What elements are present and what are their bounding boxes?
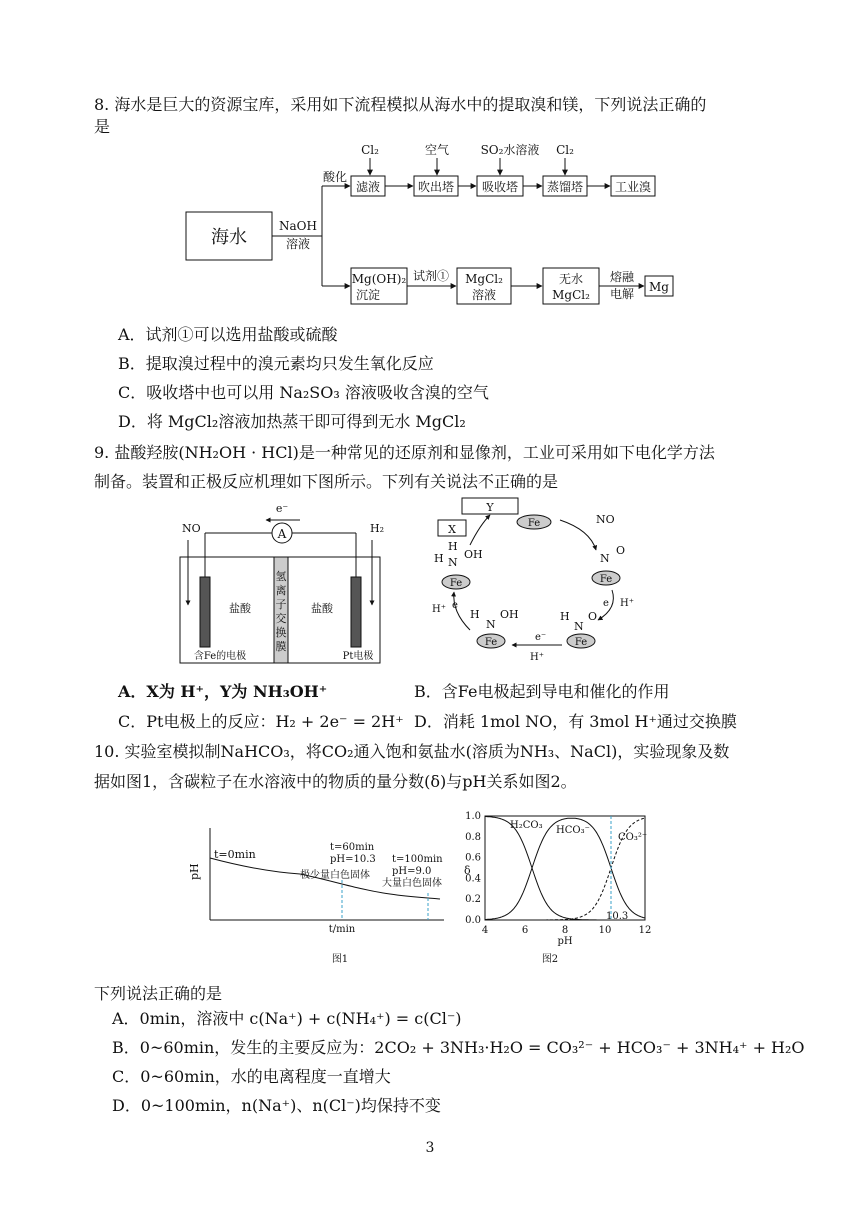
electron-label: e⁻ [275,502,289,515]
cycle-n-right: N [600,552,610,565]
hcl-left-label: 盐酸 [229,602,251,615]
fe-node-bottom-right: Fe [574,637,588,648]
q9-stem-line1: 9. 盐酸羟胺(NH₂OH · HCl)是一种常见的还原剂和显像剂，工业可采用如下电化学方法 [94,443,715,462]
cycle-o-right: O [616,544,626,557]
q9-stem-line2: 制备。装置和正极反应机理如下图所示。下列有关说法不正确的是 [94,472,559,491]
fig1-t60-label: t=60min [330,842,375,853]
filtrate-box: 滤液 [355,180,381,194]
q8-option-a: A．试剂①可以选用盐酸或硫酸 [118,325,338,344]
air-label: 空气 [424,143,450,157]
fig1-lots-solid-label: 大量白色固体 [382,878,442,889]
svg-text:交: 交 [275,612,287,625]
mgoh2-box: Mg(OH)₂ [351,272,407,286]
q9-option-c: C．Pt电极上的反应：H₂ + 2e⁻ = 2H⁺ [118,712,404,731]
cycle-hplus-right: H⁺ [620,598,634,609]
q9-option-a: A．X为 H⁺，Y为 NH₃OH⁺ [118,682,328,701]
cycle-x-label: X [448,523,456,536]
cycle-y-label: Y [486,501,494,514]
svg-text:离: 离 [275,584,287,597]
q8-option-c: C．吸收塔中也可以用 Na₂SO₃ 溶液吸收含溴的空气 [118,383,489,402]
fe-node-bottom-left: Fe [484,637,498,648]
cycle-hplus-left: H⁺ [432,604,446,615]
fig2-xtick-label: 6 [521,925,529,936]
cycle-hplus-bottom: H⁺ [530,652,544,663]
cycle-h-left-top: H [448,540,458,553]
q10-stem-line2: 据如图1，含碳粒子在水溶液中的物质的量分数(δ)与pH关系如图2。 [94,772,577,791]
cycle-no-label: NO [596,513,615,526]
q8-option-d: D．将 MgCl₂溶液加热蒸干即可得到无水 MgCl₂ [118,412,466,431]
fig1-ph90-label: pH=9.0 [392,866,432,877]
absorb-tower-box: 吸收塔 [481,180,519,194]
q10-option-b: B．0~60min，发生的主要反应为：2CO₂ + 3NH₃·H₂O = CO₃²⁻ + HCO₃⁻ + 3NH₄⁺ + H₂O [112,1038,805,1057]
fig2-ytick-label: 0.8 [465,831,481,843]
svg-text:子: 子 [275,598,287,611]
mg-box: Mg [649,280,669,294]
naoh-label: NaOH [279,219,317,233]
hcl-right-label: 盐酸 [311,602,333,615]
q9-option-b: B．含Fe电极起到导电和催化的作用 [414,682,670,701]
pt-electrode-label: Pt电极 [342,651,374,662]
svg-text:换: 换 [275,626,287,639]
fig1-t0-label: t=0min [214,848,256,861]
molten-label: 熔融 [609,270,635,284]
cycle-e-left: e [452,600,458,611]
anhydrous-mgcl2-box: 无水 [558,272,584,286]
co3-label: CO₃²⁻ [618,832,648,843]
fe-node-top: Fe [527,518,541,529]
seawater-label: 海水 [211,227,247,248]
svg-text:氢: 氢 [275,570,287,583]
q10-option-a: A．0min，溶液中 c(Na⁺) + c(NH₄⁺) = c(Cl⁻) [112,1009,462,1028]
cycle-h-left: H [434,552,444,565]
q10-option-d: D．0~100min，n(Na⁺)、n(Cl⁻)均保持不变 [112,1096,441,1115]
distill-tower-box: 蒸馏塔 [546,180,584,194]
hco3-label: HCO₃⁻ [556,825,590,836]
fig2-ylabel: δ [464,864,471,877]
naoh-solution-label: 溶液 [285,237,311,251]
mgcl2-solution-label: 溶液 [471,288,497,302]
cycle-n-left: N [448,556,458,569]
fig2-ytick-label: 1.0 [465,811,481,822]
h2-gas-label: H₂ [370,522,385,535]
svg-text:膜: 膜 [275,640,287,653]
q10-option-c: C．0~60min，水的电离程度一直增大 [112,1067,391,1086]
fe-node-right: Fe [599,574,613,585]
cl2-label-a: Cl₂ [361,143,379,157]
q8-stem-line1: 8. 海水是巨大的资源宝库，采用如下流程模拟从海水中的提取溴和镁，下列说法正确的 [94,95,707,114]
fig1-ylabel: pH [188,863,201,880]
q8-stem-line2: 是 [94,117,111,136]
fig2-ytick-label: 0.0 [465,915,481,926]
industrial-br-box: 工业溴 [614,180,652,194]
fig2-xtick-label: 8 [561,925,569,936]
cycle-h-bl: H [470,608,480,621]
fig1-xlabel: t/min [328,924,356,935]
fig1-t100-label: t=100min [392,854,443,865]
electrolysis-label: 电解 [609,287,635,301]
cycle-eminus-bottom: e⁻ [535,632,547,643]
fig2-xtick-label: 12 [638,925,652,936]
precipitate-label: 沉淀 [355,288,381,302]
fig2-xtick-label: 10 [598,925,612,936]
page-number: 3 [425,1140,435,1156]
cycle-n-bl: N [486,618,496,631]
fig1-ph103-label: pH=10.3 [330,854,376,865]
h2co3-label: H₂CO₃ [510,820,543,831]
q10-stem-line1: 10. 实验室模拟制NaHCO₃，将CO₂通入饱和氨盐水(溶质为NH₃、NaCl)，实验现象及数 [94,742,730,761]
blow-tower-box: 吹出塔 [417,180,455,194]
fig2-xtick-label: 4 [481,925,489,936]
cycle-oh-bl: OH [500,608,519,621]
fig2-ytick-label: 0.4 [465,873,481,885]
cycle-o-br: O [588,610,598,623]
so2-label: SO₂水溶液 [480,143,540,157]
fig2-ytick-label: 0.6 [465,852,481,864]
fig2-xlabel: pH [557,936,573,947]
q9-option-d: D．消耗 1mol NO，有 3mol H⁺通过交换膜 [414,712,737,731]
q8-option-b: B．提取溴过程中的溴元素均只发生氧化反应 [118,354,434,373]
cycle-oh-left: OH [464,548,483,561]
ph-mark-label: 10.3 [606,911,629,922]
fig2-ytick-label: 0.2 [465,894,481,906]
fig1-caption: 图1 [331,954,349,965]
ammeter-label: A [277,527,287,541]
anhydrous-mgcl2-label: MgCl₂ [552,288,590,302]
fig1-little-solid-label: 极少量白色固体 [300,870,370,881]
fe-node-left: Fe [449,578,463,589]
cycle-n-br: N [574,620,584,633]
no-gas-label: NO [182,522,201,535]
q10-lead: 下列说法正确的是 [94,984,223,1003]
mgcl2-box: MgCl₂ [465,272,503,286]
reagent1-label: 试剂① [412,269,450,283]
cycle-h-br: H [560,610,570,623]
acidify-label: 酸化 [323,170,348,184]
cycle-e-right: e [603,598,609,609]
fe-electrode-label: 含Fe的电极 [193,651,247,662]
cl2-label-b: Cl₂ [556,143,574,157]
fig2-caption: 图2 [541,954,559,965]
